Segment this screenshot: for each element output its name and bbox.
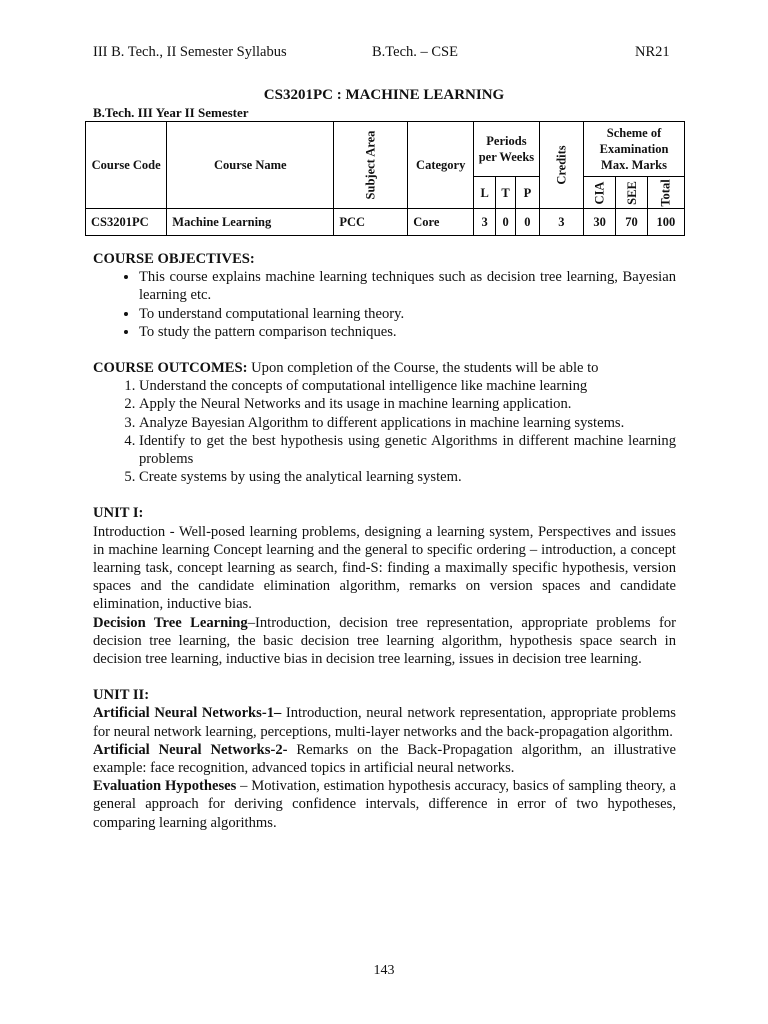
- semester-label: B.Tech. III Year II Semester: [93, 105, 249, 120]
- cell-p: 0: [516, 209, 540, 236]
- unit2-ann1: [93, 704, 676, 740]
- list-item: 3. Analyze Bayesian Algorithm to different applications in machine learning systems.: [139, 414, 676, 432]
- outcomes-intro-line: [93, 359, 676, 377]
- header-center: B.Tech. – CSE: [372, 44, 458, 60]
- cell-see: 70: [616, 209, 648, 236]
- decision-tree-label: Decision Tree Learning: [93, 614, 248, 631]
- cell-credits: 3: [539, 209, 583, 236]
- header-cia-cell: [584, 177, 616, 209]
- syllabus-content: [93, 250, 676, 832]
- header-see: SEE: [624, 180, 639, 205]
- ann1-label: Artificial Neural Networks-1–: [93, 705, 282, 722]
- objectives-list: [93, 268, 676, 341]
- header-total: Total: [658, 178, 673, 207]
- ann1-text: Introduction, neural network representation, appropriate problems for neural network learning, perceptions, multi-layer networks and the back-propagation algorithm.: [93, 705, 676, 740]
- evaluation-text: – Motivation, estimation hypothesis accuracy, basics of sampling theory, a general approach for deriving confidence intervals, difference in error of two hypotheses, comparing learning algorithms.: [93, 778, 676, 831]
- page-number: 143: [373, 963, 395, 978]
- table-row: [86, 209, 685, 236]
- header-credits-cell: [539, 122, 583, 209]
- list-item: 4. Identify to get the best hypothesis using genetic Algorithms in different machine learning problems: [139, 432, 676, 468]
- unit2-heading: UNIT II:: [93, 687, 150, 704]
- cell-t: 0: [496, 209, 516, 236]
- header-scheme: Scheme of Examination Max. Marks: [584, 122, 685, 177]
- unit1-heading: UNIT I:: [93, 505, 144, 522]
- cell-name: Machine Learning: [167, 209, 334, 236]
- unit1-intro: Introduction - Well-posed learning problems, designing a learning system, Perspectives and issues in machine learning Concept learning and the general to specific ordering – introduction, a concept learning task, concept learning as search, find-S: finding a maximally specific hypothesis, version spaces and the candidate elimination algorithm, remarks on version spaces and candidate elimination, inductive bias.: [93, 523, 676, 613]
- header-total-cell: [647, 177, 684, 209]
- list-item: • To understand computational learning theory.: [139, 305, 676, 323]
- header-p: P: [516, 177, 540, 209]
- header-left: III B. Tech., II Semester Syllabus: [93, 44, 287, 60]
- cell-code: CS3201PC: [86, 209, 167, 236]
- outcomes-list: [93, 377, 676, 486]
- outcomes-intro: Upon completion of the Course, the students will be able to: [251, 360, 599, 377]
- cell-cia: 30: [584, 209, 616, 236]
- list-item: • This course explains machine learning techniques such as decision tree learning, Bayesian learning etc.: [139, 268, 676, 304]
- list-item: 2. Apply the Neural Networks and its usage in machine learning application.: [139, 395, 676, 413]
- cell-area: PCC: [334, 209, 408, 236]
- list-item: 1. Understand the concepts of computational intelligence like machine learning: [139, 377, 676, 395]
- ann2-label: Artificial Neural Networks-2-: [93, 741, 288, 758]
- header-periods: Periods per Weeks: [474, 122, 540, 177]
- header-subject-area: Subject Area: [363, 130, 378, 200]
- objectives-heading: COURSE OBJECTIVES:: [93, 251, 255, 267]
- list-item: 5. Create systems by using the analytical learning system.: [139, 468, 676, 486]
- cell-l: 3: [474, 209, 496, 236]
- unit2-evaluation: [93, 777, 676, 832]
- header-credits: Credits: [554, 145, 569, 185]
- header-cia: CIA: [592, 181, 607, 204]
- outcomes-heading: COURSE OUTCOMES:: [93, 360, 248, 377]
- header-right: NR21: [635, 44, 670, 60]
- unit2-ann2: [93, 741, 676, 777]
- ann2-text: Remarks on the Back-Propagation algorithm, an illustrative example: face recognition, advanced topics in artificial neural networks.: [93, 741, 676, 777]
- course-table: [85, 121, 685, 236]
- course-title: CS3201PC : MACHINE LEARNING: [263, 87, 505, 103]
- header-l: L: [474, 177, 496, 209]
- unit1-decision-tree: [93, 614, 676, 669]
- cell-category: Core: [408, 209, 474, 236]
- cell-total: 100: [647, 209, 684, 236]
- header-see-cell: [616, 177, 648, 209]
- evaluation-label: Evaluation Hypotheses: [93, 778, 237, 795]
- header-subject-area-cell: [334, 122, 408, 209]
- header-course-name: Course Name: [167, 122, 334, 209]
- header-t: T: [496, 177, 516, 209]
- list-item: • To study the pattern comparison techniques.: [139, 323, 676, 341]
- header-category: Category: [408, 122, 474, 209]
- decision-tree-text: –Introduction, decision tree representation, appropriate problems for decision tree learning, the basic decision tree learning algorithm, hypothesis space search in decision tree learning, inductive bias in decision tree learning, issues in decision tree learning.: [93, 614, 676, 668]
- header-course-code: Course Code: [86, 122, 167, 209]
